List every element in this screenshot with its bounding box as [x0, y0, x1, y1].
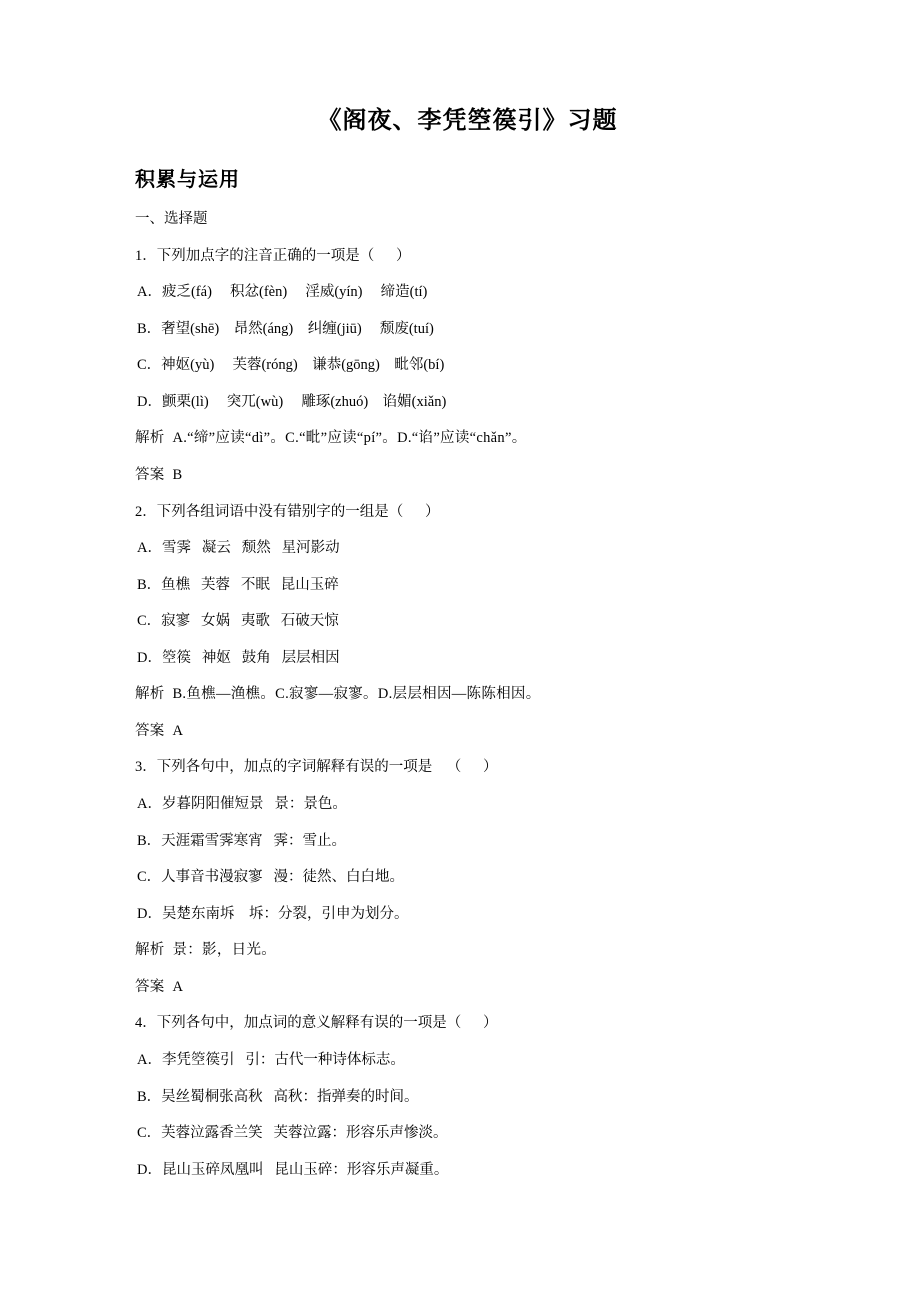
text-line: A．李凭箜篌引 引：古代一种诗体标志。 — [137, 1051, 405, 1068]
text-line: D．昆山玉碎凤凰叫 昆山玉碎：形容乐声凝重。 — [137, 1161, 449, 1178]
text-line: D．箜篌 神妪 鼓角 层层相因 — [137, 649, 340, 666]
text-line: A．雪霁 凝云 颓然 星河影动 — [137, 540, 340, 557]
text-line: B．奢望(shē) 昂然(áng) 纠缠(jiū) 颓废(tuí) — [137, 320, 434, 337]
text-line: 答案 A — [135, 722, 184, 739]
text-line: D．颤栗(lì) 突兀(wù) 雕琢(zhuó) 谄媚(xiǎn) — [137, 393, 447, 410]
text-line: 解析 景：影，日光。 — [135, 942, 277, 959]
text-line: B．鱼樵 芙蓉 不眠 昆山玉碎 — [137, 576, 339, 593]
text-line: 一、选择题 — [135, 211, 208, 227]
text-line: 解析 B.鱼樵—渔樵。C.寂寥—寂寥。D.层层相因—陈陈相因。 — [135, 686, 541, 703]
text-line: C．神妪(yù) 芙蓉(róng) 谦恭(gōng) 毗邻(bí) — [137, 357, 445, 374]
text-line: C．寂寥 女娲 夷歌 石破天惊 — [137, 613, 339, 630]
page-title: 《阁夜、李凭箜篌引》习题 — [317, 108, 618, 134]
text-line: 答案 B — [135, 466, 183, 483]
text-line: 3．下列各句中，加点的字词解释有误的一项是 （ ） — [135, 759, 498, 776]
text-line: 答案 A — [135, 978, 184, 995]
text-line: A．岁暮阴阳催短景 景：景色。 — [137, 796, 347, 812]
text-line: 解析 A.“缔”应读“dì”。C.“毗”应读“pí”。D.“谄”应读“chǎn”。 — [135, 430, 527, 447]
text-line: 2．下列各组词语中没有错别字的一组是（ ） — [135, 503, 440, 520]
text-line: A．疲乏(fá) 积忿(fèn) 淫威(yín) 缔造(tí) — [137, 284, 428, 301]
text-line: 1．下列加点字的注音正确的一项是（ ） — [135, 247, 411, 264]
text-line: B．吴丝蜀桐张高秋 高秋：指弹奏的时间。 — [137, 1088, 419, 1105]
text-line: B．天涯霜雪霁寒宵 霁：雪止。 — [137, 832, 347, 849]
section-heading: 积累与运用 — [135, 169, 240, 191]
text-line: C．人事音书漫寂寥 漫：徒然、白白地。 — [137, 869, 405, 886]
text-line: C．芙蓉泣露香兰笑 芙蓉泣露：形容乐声惨淡。 — [137, 1125, 448, 1142]
text-line: D．吴楚东南坼 坼：分裂，引申为划分。 — [137, 905, 409, 922]
text-line: 4．下列各句中，加点词的意义解释有误的一项是（ ） — [135, 1015, 498, 1032]
